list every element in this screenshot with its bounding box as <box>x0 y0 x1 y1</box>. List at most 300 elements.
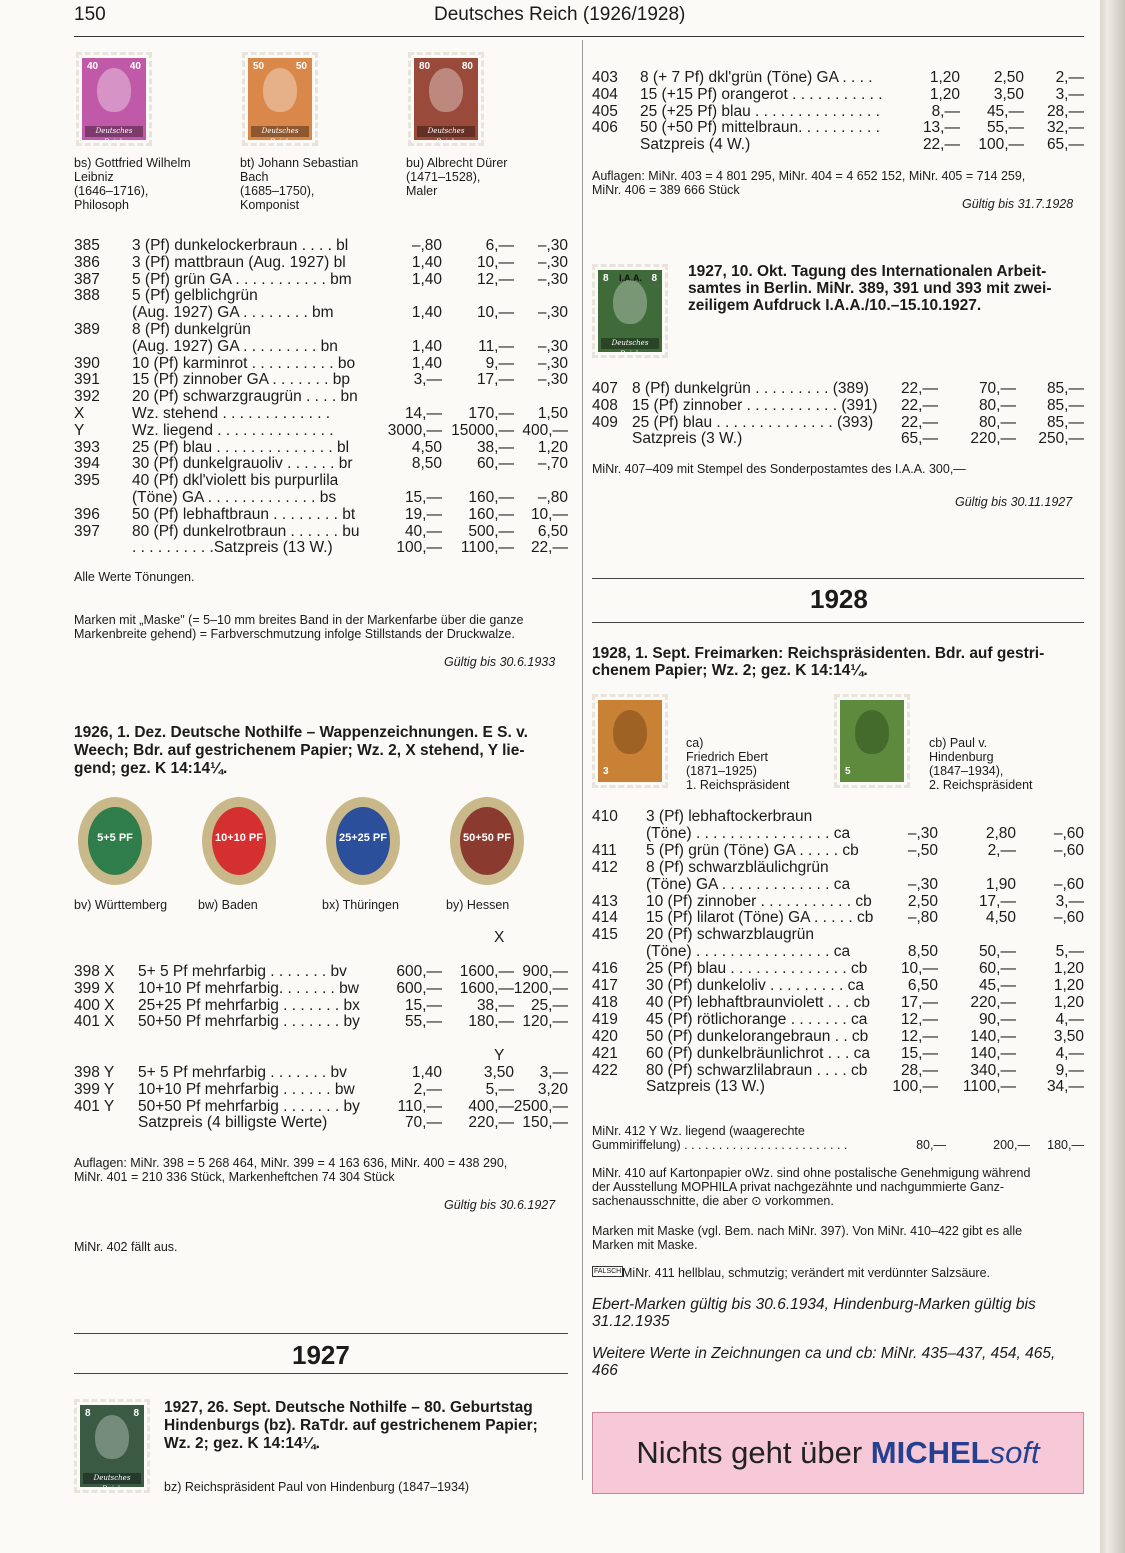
stamp-description: 40 (Pf) lebhaftbraunviolett . . . cb <box>646 993 871 1011</box>
catalog-number: 405 <box>592 102 618 120</box>
price-used: 4,— <box>1055 1010 1084 1028</box>
price-mint-hinged: 15,— <box>900 1044 938 1062</box>
price-mint-nh: 10,— <box>476 304 514 322</box>
stamp-description: 15 (Pf) lilarot (Töne) GA . . . . . cb <box>646 909 874 927</box>
price-mint-nh: 1600,— <box>459 979 514 997</box>
catalog-number: Y <box>74 421 85 439</box>
price-mint-hinged: 600,— <box>396 979 442 997</box>
price-used: 250,— <box>1038 430 1084 448</box>
price-mint-nh: 1,90 <box>985 875 1016 893</box>
stamp-description: (Töne) . . . . . . . . . . . . . . . . ca <box>646 824 851 842</box>
stamp-description: 50 (+50 Pf) mittelbraun. . . . . . . . . . <box>640 119 880 137</box>
catalog-number: 420 <box>592 1027 618 1045</box>
catalog-number: 399 X <box>74 979 115 997</box>
price-used: 2,— <box>1055 69 1084 86</box>
portrait-stamp <box>592 694 668 788</box>
price-mint-hinged: 28,— <box>900 1061 938 1079</box>
price-mint-nh: 2,— <box>987 841 1016 859</box>
price-mint-hinged: 1,40 <box>411 270 442 288</box>
price-mint-hinged: 70,— <box>404 1114 442 1132</box>
price-mint-hinged: 19,— <box>404 505 442 523</box>
stamp-description: 5+ 5 Pf mehrfarbig . . . . . . . bv <box>138 1064 347 1081</box>
overprint-stamp <box>592 264 668 358</box>
stamp-value: 5+5 PF <box>97 832 133 845</box>
price-mint-nh: 220,— <box>970 430 1016 448</box>
stamp-description: 50+50 Pf mehrfarbig . . . . . . . by <box>138 1013 360 1031</box>
price-used: –,30 <box>537 270 568 288</box>
stamp-description: 20 (Pf) schwarzblaugrün <box>646 926 814 944</box>
price-mint-nh: 80,— <box>978 413 1016 431</box>
stamp-description: 10 (Pf) zinnober . . . . . . . . . . . cb <box>646 892 872 910</box>
price-mint-hinged: 15,— <box>404 996 442 1014</box>
price-mint-hinged: 100,— <box>892 1078 938 1096</box>
price-mint-nh: 60,— <box>978 960 1016 978</box>
price-mint-nh: 1100,— <box>460 539 514 557</box>
stamp-description: Satzpreis (4 W.) <box>640 136 751 154</box>
price-used: –,60 <box>1053 875 1084 893</box>
michelsoft-ad-banner[interactable] <box>592 1412 1084 1494</box>
stamp-value: 50 <box>253 61 265 72</box>
price-mint-nh: 140,— <box>970 1044 1016 1062</box>
price-used: 25,— <box>530 996 568 1014</box>
year-rule <box>592 622 1084 623</box>
price-mint-hinged: 6,50 <box>907 977 938 994</box>
page-title: Deutsches Reich (1926/1928) <box>434 4 686 25</box>
variant-x-label: X <box>494 929 505 946</box>
price-mint-nh: 17,— <box>476 371 514 389</box>
stamp-description: 3 (Pf) lebhaftockerbraun <box>646 808 813 825</box>
catalog-number: 397 <box>74 522 100 540</box>
price-mint-nh: 45,— <box>978 977 1016 994</box>
price-used: 1,20 <box>537 438 568 456</box>
price-used: 9,— <box>1055 1061 1084 1079</box>
price-used: 85,— <box>1046 396 1084 414</box>
portrait-figure <box>95 1415 129 1459</box>
stamp-value: 80 <box>419 61 431 72</box>
stamp-description: (Töne) GA . . . . . . . . . . . . . ca <box>646 875 851 893</box>
note-maske-1928: Marken mit Maske (vgl. Bem. nach MiNr. 397). Von MiNr. 410–422 gibt es alle Marken mit Maske. <box>592 1224 1023 1252</box>
year-heading-1928: 1928 <box>810 584 868 614</box>
price-used: 1200,— <box>513 979 568 997</box>
stamp-description: 3 (Pf) mattbraun (Aug. 1927) bl <box>132 253 346 271</box>
price-mint-nh: 220,— <box>468 1114 514 1132</box>
stamp-description: 50+50 Pf mehrfarbig . . . . . . . by <box>138 1097 360 1115</box>
catalog-number: 403 <box>592 69 618 86</box>
auflagen-note: Auflagen: MiNr. 403 = 4 801 295, MiNr. 404 = 4 652 152, MiNr. 405 = 714 259, MiNr. 406 = 389 666 Stück <box>592 169 1026 197</box>
price-used: 3,— <box>1055 892 1084 910</box>
price-mint-hinged: 4,50 <box>411 438 442 456</box>
price-mint-hinged: 14,— <box>404 405 442 422</box>
catalog-number: 406 <box>592 119 618 137</box>
stamp-value: 40 <box>87 61 99 72</box>
catalog-number: 396 <box>74 505 100 523</box>
price-used: 2500,— <box>513 1097 568 1115</box>
catalog-number: 417 <box>592 977 618 994</box>
stamp-description: (Aug. 1927) GA . . . . . . . . bm <box>132 304 334 322</box>
catalog-number: 410 <box>592 808 618 825</box>
stamp-description: . . . . . . . . . .Satzpreis (13 W.) <box>132 539 333 557</box>
section-heading-nothilfe-1926: 1926, 1. Dez. Deutsche Nothilfe – Wappenzeichnungen. E S. v. Weech; Bdr. auf gestrichenem Papier; Wz. 2, X stehend, Y lie- gend; gez. K 14:14¼. <box>74 724 528 777</box>
valid-until-1928: Ebert-Marken gültig bis 30.6.1934, Hindenburg-Marken gültig bis 31.12.1935 <box>592 1296 1036 1330</box>
stamp-description: 50 (Pf) lebhaftbraun . . . . . . . . bt <box>132 505 356 523</box>
price-used: –,60 <box>1053 841 1084 859</box>
catalog-number: 421 <box>592 1044 618 1062</box>
price-mint-nh: 220,— <box>970 993 1016 1011</box>
catalog-number: 407 <box>592 380 618 397</box>
price-used: –,30 <box>537 354 568 372</box>
stamp-description: 15 (+15 Pf) orangerot . . . . . . . . . . . <box>640 85 883 103</box>
price-mint-hinged: 8,50 <box>907 943 938 961</box>
price-used: –,30 <box>537 237 568 254</box>
stamp-description: 30 (Pf) dunkelgrauoliv . . . . . . br <box>132 455 353 473</box>
price-mint-hinged: 1,40 <box>411 1064 442 1081</box>
stamp-value: 8 <box>651 273 657 284</box>
stamp-description: Wz. liegend . . . . . . . . . . . . . . <box>132 421 334 439</box>
stamp-caption-ca: ca) Friedrich Ebert (1871–1925) 1. Reichspräsident <box>686 736 790 792</box>
price-mint-nh: 5,— <box>485 1080 514 1098</box>
catalog-number: 385 <box>74 237 100 254</box>
stamp-description: 5 (Pf) grün GA . . . . . . . . . . . bm <box>132 270 352 288</box>
catalog-number: 393 <box>74 438 100 456</box>
price-mint-hinged: 12,— <box>900 1010 938 1028</box>
price-used: 1,20 <box>1053 977 1084 994</box>
price-used: 900,— <box>522 963 568 980</box>
catalog-number: 419 <box>592 1010 618 1028</box>
price-mint-hinged: –,80 <box>907 909 938 927</box>
stamp-description: 5+ 5 Pf mehrfarbig . . . . . . . bv <box>138 963 347 980</box>
catalog-number: 414 <box>592 909 618 927</box>
price-mint-hinged: –,50 <box>907 841 938 859</box>
price-used: 5,— <box>1055 943 1084 961</box>
price-used: –,30 <box>537 371 568 389</box>
stamp-description: Wz. stehend . . . . . . . . . . . . . <box>132 405 331 422</box>
variant-y-label: Y <box>494 1047 505 1064</box>
portrait-stamp <box>408 52 484 146</box>
stamp-description: 10 (Pf) karminrot . . . . . . . . . . bo <box>132 354 356 372</box>
price-used: 1,20 <box>1053 960 1084 978</box>
price-mint-hinged: –,30 <box>907 875 938 893</box>
stamp-value: 8 <box>85 1408 91 1419</box>
price-mint-nh: 17,— <box>978 892 1016 910</box>
catalog-number: 415 <box>592 926 618 944</box>
catalog-number: 400 X <box>74 996 115 1014</box>
stamp-description: (Töne) . . . . . . . . . . . . . . . . ca <box>646 943 851 961</box>
price-used: 85,— <box>1046 413 1084 431</box>
price-mint-hinged: 8,— <box>931 102 960 120</box>
page-header <box>74 4 1084 32</box>
portrait-stamp <box>76 52 152 146</box>
price-mint-nh: 180,— <box>468 1013 514 1031</box>
price-used: 10,— <box>530 505 568 523</box>
stamp-description: Satzpreis (4 billigste Werte) <box>138 1114 328 1132</box>
price-mint-nh: 9,— <box>485 354 514 372</box>
catalog-number: 390 <box>74 354 100 372</box>
year-heading-1927: 1927 <box>292 1340 350 1370</box>
price-used: 22,— <box>530 539 568 557</box>
price-mint-hinged: 22,— <box>900 380 938 397</box>
price-used: –,70 <box>537 455 568 473</box>
stamp-description: 10+10 Pf mehrfarbig. . . . . . . bw <box>138 979 359 997</box>
stamp-description: 25 (Pf) blau . . . . . . . . . . . . . . bl <box>132 438 350 456</box>
valid-until: Gültig bis 30.11.1927 <box>955 495 1073 509</box>
stamp-value: 25+25 PF <box>338 832 387 845</box>
price-mint-hinged: 40,— <box>404 522 442 540</box>
stamp-caption: bv) Württemberg <box>74 898 168 912</box>
price-used: 65,— <box>1046 136 1084 154</box>
catalog-number: 386 <box>74 253 100 271</box>
price-mint-nh: 60,— <box>476 455 514 473</box>
price-used: 1,20 <box>1053 993 1084 1011</box>
stamp-description: 8 (+ 7 Pf) dkl'grün (Töne) GA . . . . <box>640 69 873 86</box>
price-mint-nh: 55,— <box>986 119 1024 137</box>
price-used: 28,— <box>1046 102 1084 120</box>
section-heading-freimarken-1928: 1928, 1. Sept. Freimarken: Reichspräsidenten. Bdr. auf gestri- chenem Papier; Wz. 2; gez. K 14:14¼. <box>592 645 1045 679</box>
stamp-value: 50+50 PF <box>462 832 511 845</box>
stamp-caption: bw) Baden <box>198 898 258 912</box>
portrait-figure <box>263 68 297 112</box>
coat-of-arms-stamp <box>450 797 524 885</box>
stamp-caption: bs) Gottfried Wilhelm Leibniz (1646–1716), Philosoph <box>74 156 191 212</box>
price-used: 400,— <box>522 421 568 439</box>
valid-until: Gültig bis 31.7.1928 <box>962 197 1074 211</box>
wz-note: MiNr. 412 Y Wz. liegend (waagerechte Gummiriffelung) . . . . . . . . . . . . . . . . . . . . . . . . <box>592 1124 848 1152</box>
catalog-number: 392 <box>74 388 100 406</box>
stamp-description: 40 (Pf) dkl'violett bis purpurlila <box>132 472 339 490</box>
price-mint-nh: 500,— <box>468 522 514 540</box>
year-rule <box>74 1373 568 1374</box>
price-mint-hinged: 1,40 <box>411 304 442 322</box>
stamp-description: 45 (Pf) rötlichorange . . . . . . . ca <box>646 1010 868 1028</box>
stamp-description: 25 (+25 Pf) blau . . . . . . . . . . . . . . . <box>640 102 880 120</box>
catalog-number: 401 X <box>74 1013 115 1031</box>
price-mint-hinged: 2,— <box>413 1080 442 1098</box>
price-mint-nh: 45,— <box>986 102 1024 120</box>
stamp-label: Deutsches Reich <box>251 126 309 137</box>
price-mint-hinged: 13,— <box>922 119 960 137</box>
section-heading-iaa-1927: 1927, 10. Okt. Tagung des Internationalen Arbeit- samtes in Berlin. MiNr. 389, 391 und 393 mit zwei- zeiligem Aufdruck I.A.A./10.–15.10.1927. <box>688 263 1052 314</box>
valid-until: Gültig bis 30.6.1927 <box>444 1198 556 1212</box>
portrait-figure <box>97 68 131 112</box>
price-mint-nh: 100,— <box>978 136 1024 154</box>
price-used: 3,— <box>1055 85 1084 103</box>
stamp-caption: bu) Albrecht Dürer (1471–1528), Maler <box>406 156 508 198</box>
price-mint-nh: 2,80 <box>985 824 1016 842</box>
price-mint-nh: 38,— <box>476 438 514 456</box>
price-used: 6,50 <box>537 522 568 540</box>
price-used: –,80 <box>537 489 568 506</box>
page-edge <box>1100 0 1125 1553</box>
price-mint-hinged: 10,— <box>900 960 938 978</box>
overprint-text: I.A.A. <box>619 273 643 283</box>
price-mint-hinged: 3,— <box>413 371 442 389</box>
stamp-label: Deutsches Reich <box>417 126 475 137</box>
price-used: 3,50 <box>1053 1027 1084 1045</box>
price-mint-nh: 4,50 <box>985 909 1016 927</box>
stamp-value: 3 <box>603 766 609 777</box>
portrait-figure <box>429 68 463 112</box>
price-mint-nh: 70,— <box>978 380 1016 397</box>
price-mint-hinged: 17,— <box>900 993 938 1011</box>
coat-of-arms-stamp <box>78 797 152 885</box>
price-used: –,60 <box>1053 909 1084 927</box>
price-mint-nh: 10,— <box>476 253 514 271</box>
falsch-tag: FALSCH <box>594 1268 622 1275</box>
stamp-description: 3 (Pf) dunkelockerbraun . . . . bl <box>132 237 349 254</box>
stamp-caption: bt) Johann Sebastian Bach (1685–1750), Komponist <box>240 156 359 212</box>
catalog-number: X <box>74 405 85 422</box>
stamp-description: (Aug. 1927) GA . . . . . . . . . bn <box>132 337 338 355</box>
price-mint-hinged: 1,40 <box>411 253 442 271</box>
catalog-number: 388 <box>74 287 100 305</box>
price-mint-nh: 1100,— <box>962 1078 1016 1096</box>
price-mint-hinged: 2,50 <box>907 892 938 910</box>
price-mint-hinged: 55,— <box>404 1013 442 1031</box>
stamp-label: Deutsches Reich <box>83 1473 141 1484</box>
stamp-caption-bz: bz) Reichspräsident Paul von Hindenburg (1847–1934) <box>164 1480 470 1494</box>
note-maske: Marken mit „Maske" (= 5–10 mm breites Band in der Markenfarbe über die ganze Markenbreite gehend) = Farbverschmutzung infolge Stillstands der Druckwalze. <box>74 613 524 641</box>
header-rule <box>74 36 1084 37</box>
price-used: –,60 <box>1053 824 1084 842</box>
price-mint-nh: 340,— <box>970 1061 1016 1079</box>
note-iaa: MiNr. 407–409 mit Stempel des Sonderpostamtes des I.A.A. 300,— <box>592 462 966 476</box>
price-used: 150,— <box>522 1114 568 1132</box>
catalog-number: 418 <box>592 993 618 1011</box>
price-mint-hinged: 1,20 <box>929 69 960 86</box>
year-rule <box>592 578 1084 579</box>
stamp-description: 50 (Pf) dunkelorangebraun . . cb <box>646 1027 869 1045</box>
stamp-caption-cb: cb) Paul v. Hindenburg (1847–1934), 2. Reichspräsident <box>929 736 1033 792</box>
price-mint-nh: 3,50 <box>993 85 1024 103</box>
stamp-value: 5 <box>845 766 851 777</box>
stamp-description: 8 (Pf) dunkelgrün . . . . . . . . . (389) <box>632 380 869 397</box>
price-mint-nh: 400,— <box>468 1097 514 1115</box>
price-used: –,30 <box>537 337 568 355</box>
stamp-description: 20 (Pf) schwarzgraugrün . . . . bn <box>132 388 358 406</box>
price-mint-hinged: 600,— <box>396 963 442 980</box>
catalog-number: 404 <box>592 85 618 103</box>
price-used: 3,— <box>539 1064 568 1081</box>
year-rule <box>74 1333 568 1334</box>
price-mint-hinged: 15,— <box>404 489 442 506</box>
stamp-description: 5 (Pf) gelblichgrün <box>132 287 258 305</box>
stamp-description: 25 (Pf) blau . . . . . . . . . . . . . . (393) <box>632 413 874 431</box>
catalog-number: 389 <box>74 321 100 338</box>
stamp-description: 10+10 Pf mehrfarbig . . . . . . bw <box>138 1080 355 1098</box>
price-used: –,30 <box>537 253 568 271</box>
price-mint-hinged: 3000,— <box>387 421 442 439</box>
stamp-description: 60 (Pf) dunkelbräunlichrot . . . ca <box>646 1044 871 1062</box>
price-mint-hinged: 22,— <box>900 396 938 414</box>
price-mint-hinged: 1,40 <box>411 354 442 372</box>
stamp-label: Deutsches Reich <box>601 338 659 349</box>
stamp-caption: bx) Thüringen <box>322 898 399 912</box>
ad-brand: MICHEL <box>870 1435 990 1470</box>
coat-of-arms-stamp <box>202 797 276 885</box>
stamp-description: 5 (Pf) grün (Töne) GA . . . . . cb <box>646 841 859 859</box>
price-mint-hinged: 80,— <box>916 1138 946 1152</box>
stamp-description: (Töne) GA . . . . . . . . . . . . . bs <box>132 489 337 506</box>
price-mint-nh: 80,— <box>978 396 1016 414</box>
price-mint-nh: 3,50 <box>483 1064 514 1081</box>
portrait-figure <box>855 710 889 754</box>
stamp-description: 30 (Pf) dunkeloliv . . . . . . . . . ca <box>646 977 864 994</box>
stamp-label: Deutsches Reich <box>85 126 143 137</box>
note-kartonpapier: MiNr. 410 auf Kartonpapier oWz. sind ohne postalische Genehmigung während der Ausstellung MOPHILA privat nachgezähnte und nachgummierte Ganz- sachenausschnitte, die aber ⊙ vorkommen. <box>592 1166 1031 1208</box>
catalog-number: 413 <box>592 892 618 910</box>
catalog-number: 416 <box>592 960 618 978</box>
price-used: 32,— <box>1046 119 1084 137</box>
page-number: 150 <box>74 4 106 25</box>
price-used: 180,— <box>1047 1138 1084 1152</box>
price-mint-nh: 12,— <box>476 270 514 288</box>
price-mint-nh: 6,— <box>485 237 514 254</box>
price-used: 3,20 <box>537 1080 568 1098</box>
catalog-number: 387 <box>74 270 100 288</box>
portrait-stamp <box>74 1399 150 1493</box>
price-mint-nh: 170,— <box>468 405 514 422</box>
stamp-description: 25 (Pf) blau . . . . . . . . . . . . . . cb <box>646 960 868 978</box>
catalog-number: 398 Y <box>74 1064 115 1081</box>
coat-of-arms-stamp <box>326 797 400 885</box>
price-mint-nh: 15000,— <box>451 421 514 439</box>
catalog-number: 422 <box>592 1061 618 1079</box>
catalog-number: 412 <box>592 858 618 876</box>
price-mint-nh: 1600,— <box>459 963 514 980</box>
note-falsch: MiNr. 411 hellblau, schmutzig; verändert mit verdünnter Salzsäure. <box>622 1266 990 1280</box>
price-mint-nh: 50,— <box>978 943 1016 961</box>
catalog-number: 399 Y <box>74 1080 115 1098</box>
stamp-value: 80 <box>461 61 473 72</box>
price-mint-hinged: 100,— <box>396 539 442 557</box>
price-mint-nh: 38,— <box>476 996 514 1014</box>
price-mint-hinged: 22,— <box>900 413 938 431</box>
price-used: 4,— <box>1055 1044 1084 1062</box>
catalog-number: 398 X <box>74 963 115 980</box>
price-used: 120,— <box>522 1013 568 1031</box>
catalog-number: 391 <box>74 371 100 389</box>
portrait-stamp <box>242 52 318 146</box>
stamp-description: 80 (Pf) dunkelrotbraun . . . . . . bu <box>132 522 360 540</box>
price-used: 34,— <box>1046 1078 1084 1096</box>
price-mint-hinged: 8,50 <box>411 455 442 473</box>
catalog-number: 395 <box>74 472 100 490</box>
auflagen-note: Auflagen: MiNr. 398 = 5 268 464, MiNr. 399 = 4 163 636, MiNr. 400 = 438 290, MiNr. 401 = 210 336 Stück, Markenheftchen 74 304 Stück <box>74 1156 508 1184</box>
price-mint-nh: 2,50 <box>993 69 1024 86</box>
price-mint-hinged: 12,— <box>900 1027 938 1045</box>
price-mint-hinged: –,80 <box>411 237 442 254</box>
price-mint-hinged: 1,40 <box>411 337 442 355</box>
price-mint-nh: 90,— <box>978 1010 1016 1028</box>
price-mint-hinged: 1,20 <box>929 85 960 103</box>
stamp-description: 8 (Pf) schwarzbläulichgrün <box>646 858 829 876</box>
portrait-figure <box>613 280 647 324</box>
stamp-value: 50 <box>295 61 307 72</box>
catalog-number: 401 Y <box>74 1097 115 1115</box>
price-used: –,30 <box>537 304 568 322</box>
stamp-description: Satzpreis (3 W.) <box>632 430 743 448</box>
note-weitere-werte: Weitere Werte in Zeichnungen ca und cb: MiNr. 435–437, 454, 465, 466 <box>592 1345 1056 1379</box>
catalog-number: 408 <box>592 396 618 414</box>
price-mint-hinged: 65,— <box>900 430 938 448</box>
portrait-stamp <box>834 694 910 788</box>
note-402: MiNr. 402 fällt aus. <box>74 1240 178 1254</box>
section-heading-hindenburg-1927: 1927, 26. Sept. Deutsche Nothilfe – 80. Geburtstag Hindenburgs (bz). RaTdr. auf gestrichenem Papier; Wz. 2; gez. K 14:14¼. <box>164 1399 538 1452</box>
price-mint-nh: 200,— <box>993 1138 1030 1152</box>
column-divider <box>582 40 583 1480</box>
price-mint-hinged: –,30 <box>907 824 938 842</box>
portrait-figure <box>613 710 647 754</box>
price-used: 1,50 <box>537 405 568 422</box>
